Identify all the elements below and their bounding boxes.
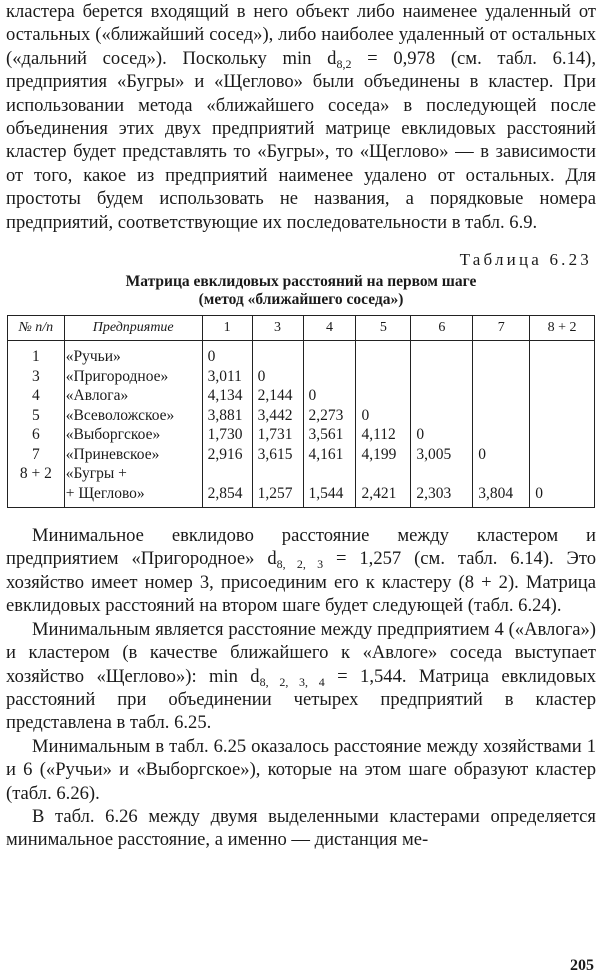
distance-cell: 1,730 — [202, 425, 252, 445]
paragraph-2: Минимальное евклидово расстояние между кластером и предприятием «Пригородное» $d_{8, 2, 3} = 1,257$ (см. табл. 6.14). Это хозяйство имеет номер 3, присоединим его к кластеру (8 + 2). Матрица евклидовых расстояний на втором шаге будет следующей (табл. 6.24). — [6, 525, 596, 617]
table-row — [8, 464, 595, 484]
distance-cell: 3,804 — [473, 484, 530, 508]
distance-cell — [411, 341, 473, 367]
distance-cell — [411, 464, 473, 484]
distance-cell — [303, 464, 356, 484]
distance-cell — [530, 464, 595, 484]
distance-cell — [303, 367, 356, 387]
distance-cell: 3,561 — [303, 425, 356, 445]
table-row — [8, 425, 595, 445]
distance-cell — [473, 341, 530, 367]
distance-cell — [202, 464, 252, 484]
table-row — [8, 367, 595, 387]
table-title — [6, 273, 596, 309]
distance-cell: 3,011 — [202, 367, 252, 387]
enterprise-name-cell: «Пригородное» — [64, 367, 202, 387]
table-title-line-2: (метод «ближайшего соседа») — [198, 291, 404, 309]
distance-cell: 3,005 — [411, 445, 473, 465]
distance-matrix-table — [7, 315, 595, 508]
distance-cell: 4,112 — [356, 425, 411, 445]
distance-cell — [530, 445, 595, 465]
distance-cell — [303, 341, 356, 367]
distance-cell — [356, 386, 411, 406]
table-header-cell: 5 — [356, 316, 411, 341]
table-header-row — [8, 316, 595, 341]
distance-cell: 4,199 — [356, 445, 411, 465]
distance-cell — [411, 367, 473, 387]
row-number-cell: 6 — [8, 425, 65, 445]
table-header-cell: 4 — [303, 316, 356, 341]
table-row — [8, 386, 595, 406]
table-header-cell: 3 — [252, 316, 303, 341]
distance-cell — [530, 425, 595, 445]
enterprise-name-cell: «Авлога» — [64, 386, 202, 406]
table-title-line-1: Матрица евклидовых расстояний на первом шаге — [125, 273, 477, 291]
row-number-cell: 8 + 2 — [8, 464, 65, 484]
table-row — [8, 484, 595, 508]
book-page — [6, 0, 596, 852]
distance-cell: 3,881 — [202, 406, 252, 426]
table-header-cell: 8 + 2 — [530, 316, 595, 341]
distance-cell: 0 — [530, 484, 595, 508]
distance-cell: 4,134 — [202, 386, 252, 406]
distance-cell: 4,161 — [303, 445, 356, 465]
table-row — [8, 406, 595, 426]
distance-cell — [252, 341, 303, 367]
distance-cell — [411, 406, 473, 426]
enterprise-name-cell: «Бугры + — [64, 464, 202, 484]
distance-cell — [356, 367, 411, 387]
distance-cell: 2,916 — [202, 445, 252, 465]
row-number-cell — [8, 484, 65, 508]
table-header-cell: 6 — [411, 316, 473, 341]
row-number-cell: 5 — [8, 406, 65, 426]
distance-cell: 0 — [202, 341, 252, 367]
row-number-cell: 3 — [8, 367, 65, 387]
table-label: Таблица 6.23 — [459, 250, 592, 270]
enterprise-name-cell: «Всеволожское» — [64, 406, 202, 426]
distance-cell — [356, 341, 411, 367]
paragraph-4: Минимальным в табл. 6.25 оказалось расстояние между хозяйствами 1 и 6 («Ручьи» и «Выборгское»), которые на этом шаге образуют кластер (табл. 6.26). — [6, 735, 596, 804]
page-number: 205 — [570, 957, 594, 974]
distance-cell — [411, 386, 473, 406]
distance-cell: 0 — [356, 406, 411, 426]
distance-cell: 1,257 — [252, 484, 303, 508]
table-row — [8, 341, 595, 367]
distance-cell: 3,442 — [252, 406, 303, 426]
distance-cell — [473, 406, 530, 426]
table-row — [8, 445, 595, 465]
distance-cell: 0 — [252, 367, 303, 387]
enterprise-name-cell: «Приневское» — [64, 445, 202, 465]
distance-cell: 0 — [411, 425, 473, 445]
enterprise-name-cell: + Щеглово» — [64, 484, 202, 508]
distance-cell — [473, 464, 530, 484]
table-header-cell: 1 — [202, 316, 252, 341]
distance-cell: 1,731 — [252, 425, 303, 445]
table-header-cell: Предприятие — [64, 316, 202, 341]
table-header-cell: № п/п — [8, 316, 65, 341]
distance-cell: 2,303 — [411, 484, 473, 508]
distance-cell: 2,421 — [356, 484, 411, 508]
table-header-cell: 7 — [473, 316, 530, 341]
row-number-cell: 7 — [8, 445, 65, 465]
enterprise-name-cell: «Выборгское» — [64, 425, 202, 445]
distance-cell: 0 — [303, 386, 356, 406]
distance-cell: 2,854 — [202, 484, 252, 508]
distance-cell — [473, 425, 530, 445]
distance-cell — [356, 464, 411, 484]
paragraph-3: Минимальным является расстояние между предприятием 4 («Авлога») и кластером (в качестве ближайшего к «Авлоге» соседа выступает хозяйство «Щеглово»): $\min d_{8, 2, 3, 4} = 1,544$. Матрица евклидовых расстояний при объединении четырех предприятий в кластер представлена в табл. 6.25. — [6, 618, 597, 734]
distance-cell — [473, 386, 530, 406]
distance-cell — [252, 464, 303, 484]
row-number-cell: 1 — [8, 341, 65, 367]
distance-cell: 1,544 — [303, 484, 356, 508]
distance-cell: 2,273 — [303, 406, 356, 426]
distance-cell: 3,615 — [252, 445, 303, 465]
enterprise-name-cell: «Ручьи» — [64, 341, 202, 367]
distance-cell — [530, 386, 595, 406]
paragraph-5: В табл. 6.26 между двумя выделенными кластерами определяется минимальное расстояние, а именно — дистанция ме- — [6, 805, 596, 851]
distance-cell — [530, 367, 595, 387]
distance-cell: 2,144 — [252, 386, 303, 406]
distance-cell: 0 — [473, 445, 530, 465]
distance-cell — [530, 406, 595, 426]
paragraph-1: кластера берется входящий в него объект либо наименее удаленный от остальных («ближайший сосед»), либо наиболее удаленный от остальных («дальний сосед»). Поскольку $\min d_{8,2} = 0,978$ (см. табл. 6.14), предприятия «Бугры» и «Щеглово» были объединены в кластер. При использовании метода «ближайшего соседа» в последующей после объединения этих двух предприятий матрице евклидовых расстояний кластер будет представлять то «Бугры», то «Щеглово» — в зависимости от того, какое из предприятий наименее удалено от остальных. Для простоты будем использовать не названия, а порядковые номера предприятий, соответствующие их последовательности в табл. 6.9. — [6, 1, 597, 233]
distance-cell — [473, 367, 530, 387]
distance-cell — [530, 341, 595, 367]
row-number-cell: 4 — [8, 386, 65, 406]
